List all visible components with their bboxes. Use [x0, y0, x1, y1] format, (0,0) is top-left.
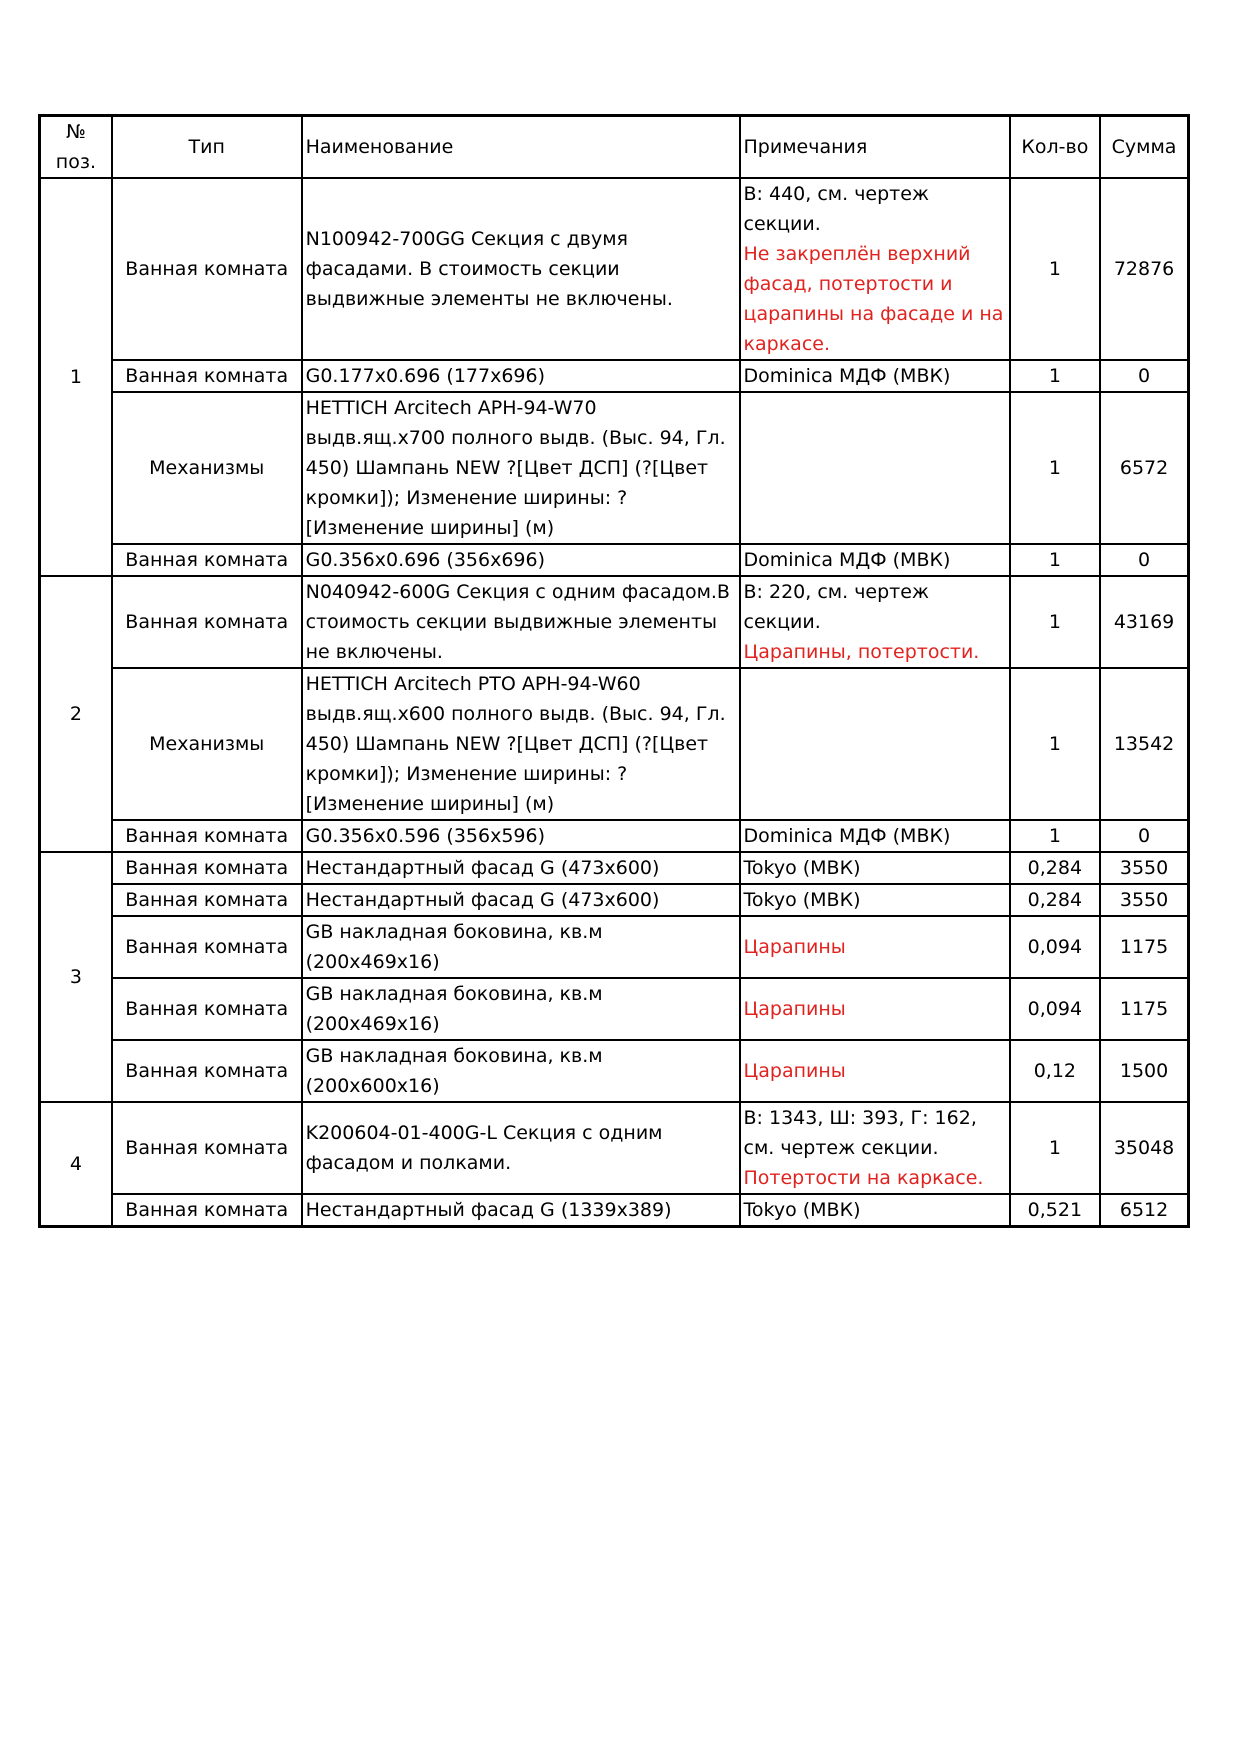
table-row [40, 884, 1189, 916]
row-qty: 1 [1010, 392, 1100, 544]
position-number: 4 [40, 1102, 112, 1227]
row-note: Dominica МДФ (МВК) [740, 820, 1010, 852]
row-qty: 1 [1010, 178, 1100, 360]
note-text: В: 440, см. чертеж секции. [743, 183, 930, 235]
row-name: G0.356x0.696 (356x696) [302, 544, 740, 576]
row-note: Tokyo (МВК) [740, 852, 1010, 884]
row-sum: 6572 [1100, 392, 1188, 544]
row-note [740, 1102, 1010, 1194]
row-qty: 1 [1010, 576, 1100, 668]
row-qty: 0,284 [1010, 884, 1100, 916]
row-qty: 1 [1010, 820, 1100, 852]
table-row [40, 852, 1189, 884]
row-qty: 0,12 [1010, 1040, 1100, 1102]
row-type: Ванная комната [112, 360, 302, 392]
defect-note: Царапины [740, 1040, 1010, 1102]
row-name: GB накладная боковина, кв.м (200x600x16) [302, 1040, 740, 1102]
table-row [40, 1194, 1189, 1227]
row-note [740, 668, 1010, 820]
row-sum: 3550 [1100, 884, 1188, 916]
defect-note: Не закреплён верхний фасад, потертости и царапины на фасаде и на каркасе. [743, 243, 1004, 355]
table-row [40, 820, 1189, 852]
row-type: Ванная комната [112, 1102, 302, 1194]
row-note [740, 392, 1010, 544]
row-qty: 0,094 [1010, 978, 1100, 1040]
row-type: Ванная комната [112, 978, 302, 1040]
row-name: GB накладная боковина, кв.м (200x469x16) [302, 916, 740, 978]
row-qty: 1 [1010, 1102, 1100, 1194]
row-sum: 35048 [1100, 1102, 1188, 1194]
header-notes: Примечания [740, 116, 1010, 179]
header-row [40, 116, 1189, 179]
row-sum: 13542 [1100, 668, 1188, 820]
row-type: Механизмы [112, 668, 302, 820]
specification-table [38, 114, 1190, 1228]
table-row [40, 544, 1189, 576]
defect-note: Потертости на каркасе. [743, 1167, 984, 1189]
row-name: K200604-01-400G-L Секция с одним фасадом и полками. [302, 1102, 740, 1194]
table-row [40, 916, 1189, 978]
row-qty: 1 [1010, 668, 1100, 820]
row-type: Ванная комната [112, 576, 302, 668]
defect-note: Царапины, потертости. [743, 641, 980, 663]
row-note: Dominica МДФ (МВК) [740, 544, 1010, 576]
table-row [40, 1102, 1189, 1194]
header-type: Тип [112, 116, 302, 179]
row-type: Ванная комната [112, 884, 302, 916]
row-sum: 1175 [1100, 978, 1188, 1040]
row-sum: 43169 [1100, 576, 1188, 668]
defect-note: Царапины [740, 978, 1010, 1040]
note-text: В: 1343, Ш: 393, Г: 162, см. чертеж секции. [743, 1107, 977, 1159]
row-qty: 0,094 [1010, 916, 1100, 978]
table-row [40, 360, 1189, 392]
row-type: Ванная комната [112, 1040, 302, 1102]
row-name: N040942-600G Секция с одним фасадом.В стоимость секции выдвижные элементы не включены. [302, 576, 740, 668]
row-type: Механизмы [112, 392, 302, 544]
table-row [40, 978, 1189, 1040]
defect-note: Царапины [740, 916, 1010, 978]
row-note: Dominica МДФ (МВК) [740, 360, 1010, 392]
note-text: В: 220, см. чертеж секции. [743, 581, 930, 633]
row-name: N100942-700GG Секция с двумя фасадами. В стоимость секции выдвижные элементы не включены. [302, 178, 740, 360]
row-name: Нестандартный фасад G (473x600) [302, 852, 740, 884]
row-name: HETTICH Arcitech PTO APH-94-W60 выдв.ящ.x600 полного выдв. (Выс. 94, Гл. 450) Шампань NEW ?[Цвет ДСП] (?[Цвет кромки]); Изменение ширины: ?[Изменение ширины] (м) [302, 668, 740, 820]
row-type: Ванная комната [112, 820, 302, 852]
row-sum: 3550 [1100, 852, 1188, 884]
row-note [740, 178, 1010, 360]
row-sum: 0 [1100, 820, 1188, 852]
row-name: GB накладная боковина, кв.м (200x469x16) [302, 978, 740, 1040]
row-type: Ванная комната [112, 178, 302, 360]
header-sum: Сумма [1100, 116, 1188, 179]
table-row [40, 392, 1189, 544]
row-name: Нестандартный фасад G (1339x389) [302, 1194, 740, 1227]
position-number: 2 [40, 576, 112, 852]
position-number: 3 [40, 852, 112, 1102]
row-sum: 6512 [1100, 1194, 1188, 1227]
row-qty: 1 [1010, 360, 1100, 392]
row-name: HETTICH Arcitech APH-94-W70 выдв.ящ.x700 полного выдв. (Выс. 94, Гл. 450) Шампань NEW ?[Цвет ДСП] (?[Цвет кромки]); Изменение ширины: ?[Изменение ширины] (м) [302, 392, 740, 544]
row-sum: 1175 [1100, 916, 1188, 978]
row-type: Ванная комната [112, 916, 302, 978]
row-sum: 0 [1100, 360, 1188, 392]
row-type: Ванная комната [112, 544, 302, 576]
row-name: G0.177x0.696 (177x696) [302, 360, 740, 392]
row-sum: 0 [1100, 544, 1188, 576]
header-pos: № поз. [40, 116, 112, 179]
row-type: Ванная комната [112, 852, 302, 884]
row-qty: 0,284 [1010, 852, 1100, 884]
row-note: Tokyo (МВК) [740, 884, 1010, 916]
row-sum: 1500 [1100, 1040, 1188, 1102]
row-type: Ванная комната [112, 1194, 302, 1227]
row-name: G0.356x0.596 (356x596) [302, 820, 740, 852]
row-sum: 72876 [1100, 178, 1188, 360]
row-name: Нестандартный фасад G (473x600) [302, 884, 740, 916]
row-note [740, 576, 1010, 668]
row-qty: 0,521 [1010, 1194, 1100, 1227]
position-number: 1 [40, 178, 112, 576]
table-row [40, 576, 1189, 668]
row-qty: 1 [1010, 544, 1100, 576]
header-name: Наименование [302, 116, 740, 179]
table-row [40, 1040, 1189, 1102]
table-row [40, 178, 1189, 360]
table-row [40, 668, 1189, 820]
row-note: Tokyo (МВК) [740, 1194, 1010, 1227]
header-qty: Кол-во [1010, 116, 1100, 179]
